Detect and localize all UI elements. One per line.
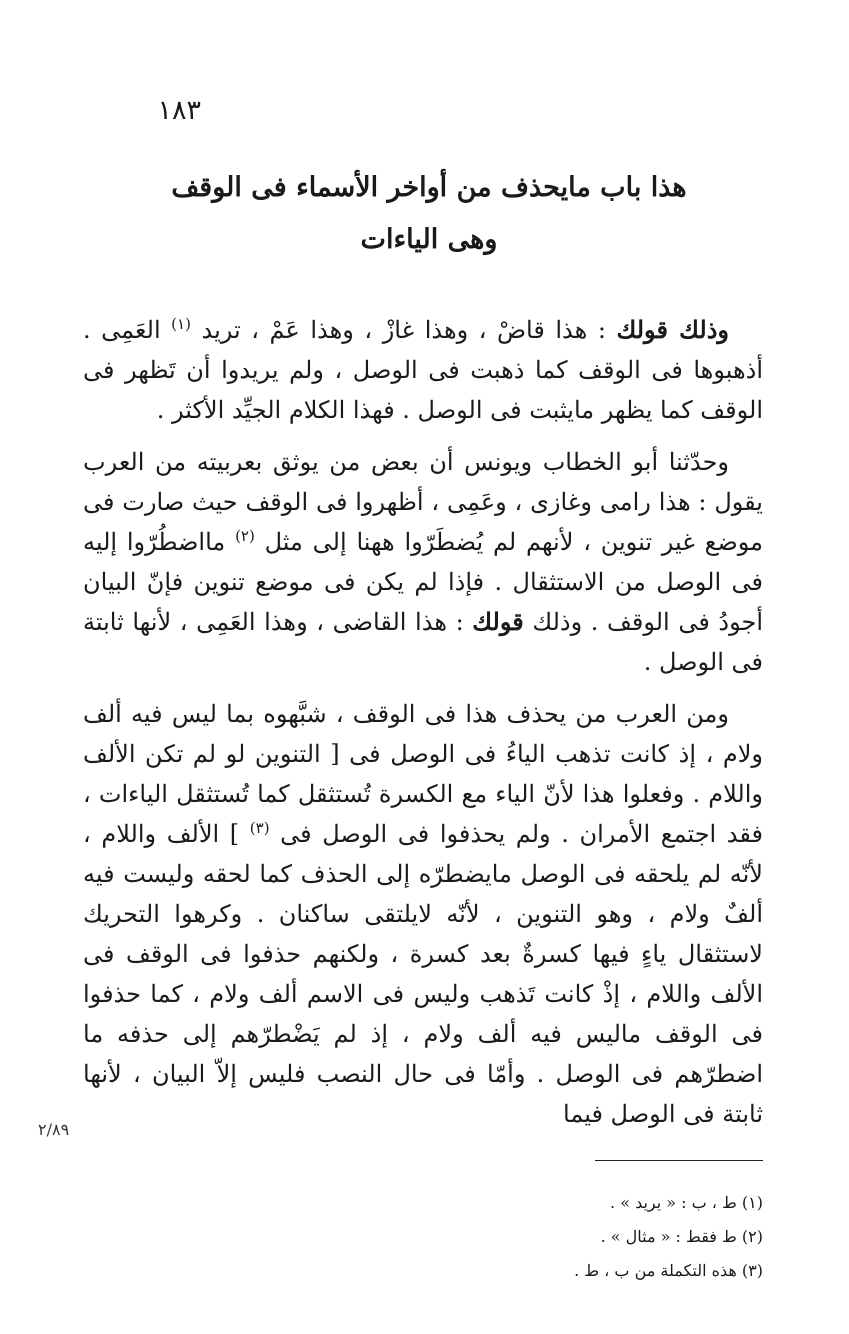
footnote-separator [595,1160,763,1161]
footnotes [343,1186,763,1288]
footnote-1: (١) ط ، ب : « يريد » . [610,1193,763,1212]
paragraph-1-text-b: العَمِى . أذهبوها فى الوقف كما ذهبت فى الوصل ، ولم يريدوا أن تَظهر فى الوقف كما يظهر مايثبت فى الوصل . فهذا الكلام الجيِّد الأكثر . [83,316,763,424]
paragraph-1-lead: وذلك قولك [616,315,729,344]
paragraph-1-text-a: : هذا قاضْ ، وهذا غازْ ، وهذا عَمْ ، تريد [190,316,617,344]
paragraph-2-text-b: مااضطُرّوا إليه فى الوصل من الاستثقال . فإذا لم يكن فى موضع تنوين فإنّ البيان أجودُ فى الوقف . وذلك [83,528,763,636]
paragraph-3 [83,694,763,1134]
paragraph-2 [83,442,763,682]
chapter-subtitle: وهى الياءات [360,224,498,255]
footnote-ref-1: (١) [171,315,191,333]
paragraph-3-text-b: ] الألف واللام ، لأنّه لم يلحقه فى الوصل مايضطرّه إلى الحذف كما لحقه وليست فيه ألفٌ ولام ، وهو التنوين ، لأنّه لايلتقى ساكنان . وكرهوا التحريك لاستثقال ياءٍ فيها كسرةٌ بعد كسرة ، ولكنهم حذفوا فى الوقف فى الألف واللام ، إذْ كانت تَذهب وليس فى الاسم ألف ولام ، كما حذفوا فى الوقف ماليس فيه ألف ولام ، إذ لم يَضْطرّهم إلى حذفه ما اضطرّهم فى الوصل . وأمّا فى حال النصب فليس إلاّ البيان ، لأنها ثابتة فى الوصل فيما [83,820,763,1128]
footnote-ref-3: (٣) [249,819,270,837]
paragraph-1 [83,310,763,430]
footnote-3: (٣) هذه التكملة من ب ، ط . [574,1261,763,1280]
page-number: ١٨٣ [157,95,201,126]
body-text [83,310,763,1146]
footnote-2: (٢) ط فقط : « مثال » . [600,1227,763,1246]
chapter-title: هذا باب مايحذف من أواخر الأسماء فى الوقف [171,172,687,203]
paragraph-2-text-a: وحدّثنا أبو الخطاب ويونس أن بعض من يوثق بعربيته من العرب يقول : هذا رامى وغازى ، وعَمِى ، أظهروا فى الوقف حيث صارت فى موضع غير تنوين ، لأنهم لم يُضطَرّوا ههنا إلى مثل [83,448,763,556]
paragraph-2-text-c: : هذا القاضى ، وهذا العَمِى ، لأنها ثابتة فى الوصل . [83,608,763,676]
margin-reference: ٢/٨٩ [38,1120,70,1139]
footnote-ref-2: (٢) [235,527,255,545]
paragraph-2-lead: قولك [472,607,524,636]
paragraph-3-text-a: ومن العرب من يحذف هذا فى الوقف ، شبَّهوه بما ليس فيه ألف ولام ، إذ كانت تذهب الياءُ فى الوصل فى [ التنوين لو لم تكن الألف واللام . وفعلوا هذا لأنّ الياء مع الكسرة تُستثقل كما تُستثقل الياءات ، فقد اجتمع الأمران . ولم يحذفوا فى الوصل فى [83,700,764,848]
